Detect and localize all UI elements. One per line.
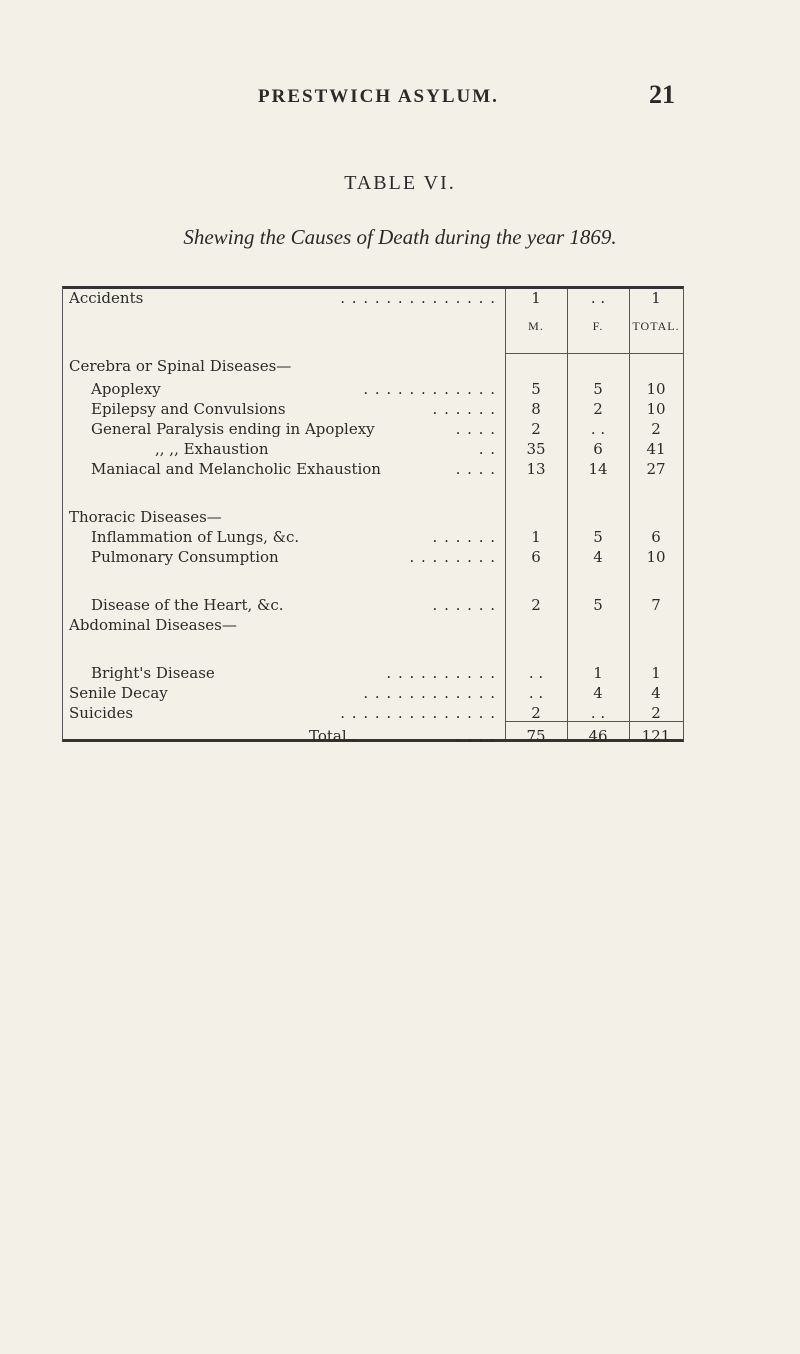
value-m: 75 (526, 727, 546, 745)
leader-dots: . . . . . . . . . . . . . . (340, 704, 496, 722)
table-row (63, 704, 683, 724)
row-label: Total.. (309, 727, 357, 745)
leader-dots: . . . . . . (432, 596, 496, 614)
row-label: General Paralysis ending in Apoplexy (91, 420, 375, 438)
leader-dots: . . . . . . . . . . . . (363, 380, 496, 398)
table-row (63, 460, 683, 480)
value-f: 5 (593, 528, 603, 546)
value-total: 2 (651, 704, 661, 722)
row-label: Thoracic Diseases— (69, 508, 222, 526)
row-label: ,, ,, Exhaustion (155, 440, 269, 458)
table-row (63, 400, 683, 420)
value-m: 2 (531, 596, 541, 614)
total-row (63, 727, 683, 747)
row-label: Senile Decay (69, 684, 168, 702)
value-total: 6 (651, 528, 661, 546)
table-row (63, 548, 683, 568)
value-f: 4 (593, 684, 603, 702)
row-label: Cerebra or Spinal Diseases— (69, 357, 292, 375)
value-m: 5 (531, 380, 541, 398)
row-label: Inflammation of Lungs, &c. (91, 528, 300, 546)
leader-dots: . . . . . . . . . . (386, 664, 496, 682)
value-f: 1 (593, 664, 603, 682)
value-m: 6 (531, 548, 541, 566)
row-label: Epilepsy and Convulsions (91, 400, 286, 418)
value-total: 41 (646, 440, 666, 458)
table-title: TABLE VI. (344, 172, 456, 194)
leader-dots: . . . . . . (432, 528, 496, 546)
table-row (63, 596, 683, 616)
row-label: Maniacal and Melancholic Exhaustion (91, 460, 381, 478)
row-label: Pulmonary Consumption (91, 548, 279, 566)
row-label: Abdominal Diseases— (69, 616, 237, 634)
value-m: 2 (531, 420, 541, 438)
value-f: 6 (593, 440, 603, 458)
table-row (63, 616, 683, 636)
leader-dots: . . . . . . . . . . . . . . (340, 289, 496, 307)
value-total: 1 (651, 289, 661, 307)
causes-of-death-table (62, 286, 684, 745)
value-total: 1 (651, 664, 661, 682)
row-label: Bright's Disease (91, 664, 215, 682)
value-f: 4 (593, 548, 603, 566)
value-m: 8 (531, 400, 541, 418)
table-row (63, 289, 683, 309)
leader-dots: . . . . (455, 460, 496, 478)
leader-dots: . . . . . . . . . . . . (363, 684, 496, 702)
value-f: 46 (588, 727, 608, 745)
value-m: 1 (531, 289, 541, 307)
value-total: 2 (651, 420, 661, 438)
page-number: 21 (649, 80, 675, 109)
column-header-m: M. (528, 319, 544, 333)
table-row (63, 420, 683, 440)
leader-dots: . . . . . . . . (409, 548, 496, 566)
header-rule (505, 353, 683, 354)
row-label: Accidents (69, 289, 144, 307)
page-header (0, 80, 800, 116)
value-total: 7 (651, 596, 661, 614)
table-row (63, 664, 683, 684)
value-f: 14 (588, 460, 608, 478)
row-label: Suicides (69, 704, 134, 722)
value-m: . . (528, 664, 544, 682)
leader-dots: . . . . . . (432, 400, 496, 418)
value-m: 35 (526, 440, 546, 458)
value-f: 5 (593, 380, 603, 398)
table-row (63, 508, 683, 528)
value-f: 2 (593, 400, 603, 418)
row-label: Apoplexy (91, 380, 161, 398)
leader-dots: . . (478, 440, 496, 458)
running-head: PRESTWICH ASYLUM. (258, 86, 499, 107)
value-f: . . (590, 289, 606, 307)
table-row (63, 528, 683, 548)
column-header-total: TOTAL. (632, 319, 680, 333)
row-label: Disease of the Heart, &c. (91, 596, 284, 614)
value-f: . . (590, 420, 606, 438)
value-total: 10 (646, 548, 666, 566)
table-row (63, 684, 683, 704)
column-header-f: F. (592, 319, 604, 333)
table-caption: Shewing the Causes of Death during the year 1869. (183, 225, 617, 249)
value-m: 1 (531, 528, 541, 546)
value-total: 10 (646, 380, 666, 398)
leader-dots: . . . . (455, 420, 496, 438)
table-row (63, 380, 683, 400)
value-f: 5 (593, 596, 603, 614)
table-row (63, 440, 683, 460)
value-m: 13 (526, 460, 546, 478)
value-total: 27 (646, 460, 666, 478)
table-row (63, 357, 683, 377)
value-f: . . (590, 704, 606, 722)
leader-dots: . . . . (455, 727, 496, 745)
value-total: 10 (646, 400, 666, 418)
value-m: 2 (531, 704, 541, 722)
value-total: 121 (641, 727, 671, 745)
value-total: 4 (651, 684, 661, 702)
value-m: . . (528, 684, 544, 702)
